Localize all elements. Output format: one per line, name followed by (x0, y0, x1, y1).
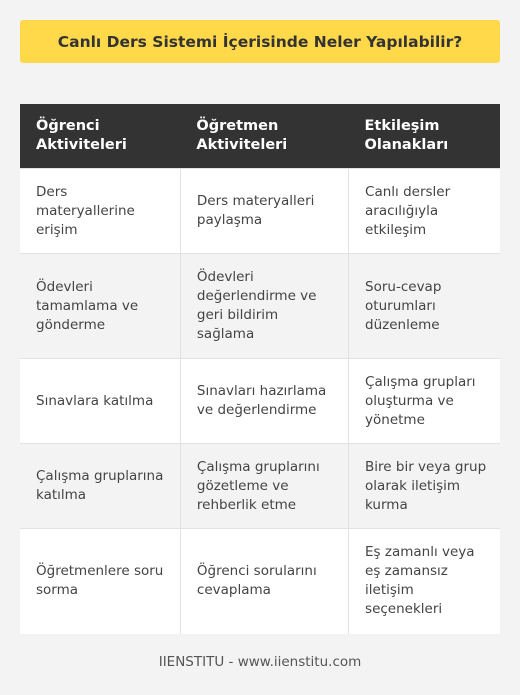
table-row (20, 359, 500, 444)
table-cell: Ödevleri tamamlama ve gönderme (20, 254, 180, 359)
table-cell: Ders materyalleri paylaşma (180, 169, 348, 254)
table-cell: Çalışma gruplarını gözetleme ve rehberlik etme (180, 444, 348, 529)
table-cell: Bire bir veya grup olarak iletişim kurma (349, 444, 500, 529)
table-row (20, 254, 500, 359)
table-cell: Ders materyallerine erişim (20, 169, 180, 254)
table-header-row (20, 104, 500, 169)
table-cell: Çalışma grupları oluşturma ve yönetme (349, 359, 500, 444)
table-cell: Sınavlara katılma (20, 359, 180, 444)
header-student-activities: Öğrenci Aktiviteleri (20, 104, 180, 169)
table-row (20, 529, 500, 634)
footer-source: IIENSTITU - www.iienstitu.com (158, 654, 362, 670)
activities-table (20, 104, 500, 634)
table-cell: Eş zamanlı veya eş zamansız iletişim seçenekleri (349, 529, 500, 634)
table-cell: Çalışma gruplarına katılma (20, 444, 180, 529)
header-interaction-options: Etkileşim Olanakları (349, 104, 500, 169)
table-cell: Öğretmenlere soru sorma (20, 529, 180, 634)
table-cell: Soru-cevap oturumları düzenleme (349, 254, 500, 359)
table-cell: Sınavları hazırlama ve değerlendirme (180, 359, 348, 444)
table-row (20, 444, 500, 529)
table-cell: Ödevleri değerlendirme ve geri bildirim sağlama (180, 254, 348, 359)
header-teacher-activities: Öğretmen Aktiviteleri (180, 104, 348, 169)
table-row (20, 169, 500, 254)
page-title: Canlı Ders Sistemi İçerisinde Neler Yapılabilir? (20, 20, 500, 63)
table-cell: Canlı dersler aracılığıyla etkileşim (349, 169, 500, 254)
table-cell: Öğrenci sorularını cevaplama (180, 529, 348, 634)
